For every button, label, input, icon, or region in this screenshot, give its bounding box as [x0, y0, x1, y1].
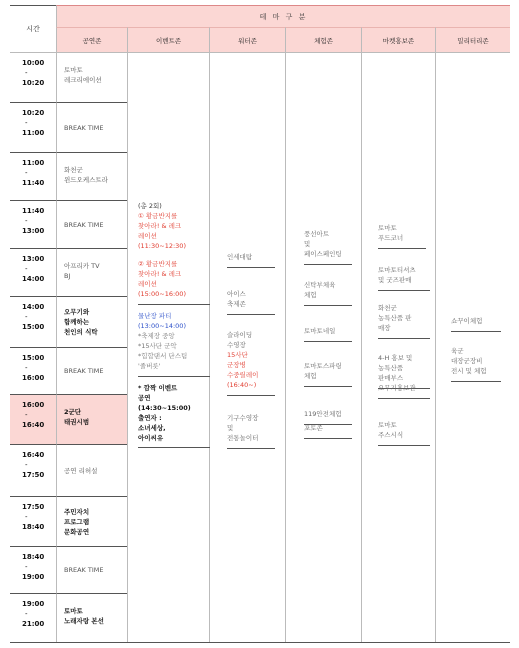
performance-cell: BREAK TIME [56, 547, 127, 594]
performance-cell: 아프리카 TV BJ [56, 249, 127, 297]
market-item: 오무기홍보관 [378, 383, 430, 393]
header-time: 시간 [10, 5, 56, 53]
event-count: (총 2회) [138, 202, 162, 210]
experience-item: 풍선아트 및 페이스페인팅 [304, 229, 352, 259]
column-divider [361, 53, 362, 643]
time-cell: 17:50 - 18:40 [10, 497, 56, 547]
water-item: 기구수영장 및 전통놀이터 [227, 413, 275, 443]
column-divider [127, 53, 128, 643]
experience-item: 토마토스파링 체험 [304, 361, 352, 381]
performance-cell: 주민자치 프로그램 문화공연 [56, 497, 127, 547]
time-cell: 11:00 - 11:40 [10, 153, 56, 201]
water-party-title: 물난장 파티 (13:00~14:00) [138, 312, 186, 330]
surprise-event: * 깜짝 이벤트 공연 (14:30~15:00) 출연자 : 소녀세상, 아이씨유 [138, 384, 191, 442]
market-item: 토마토 주스시식 [378, 420, 430, 440]
performance-cell: 오무기와 함께하는 천인의 식탁 [56, 297, 127, 348]
market-item: 4-H 홍보 및 농특산품 판매부스 [378, 353, 430, 383]
time-cell: 14:00 - 15:00 [10, 297, 56, 348]
time-cell: 11:40 - 13:00 [10, 201, 56, 249]
header-zone-experience: 체험존 [285, 27, 361, 53]
event-zone-content [138, 201, 213, 454]
performance-cell: 공연 리허설 [56, 445, 127, 497]
header-zone-market: 마켓홍보존 [361, 27, 435, 53]
time-cell: 18:40 - 19:00 [10, 547, 56, 594]
performance-cell: BREAK TIME [56, 103, 127, 153]
market-item: 화천군 농특산품 판 매장 [378, 303, 430, 333]
market-item: 토마토 푸드코너 [378, 223, 426, 243]
time-cell: 10:00 - 10:20 [10, 53, 56, 103]
experience-item: 포토존 [304, 423, 352, 433]
performance-cell: 화천군 윈드오케스트라 [56, 153, 127, 201]
time-cell: 19:00 - 21:00 [10, 594, 56, 643]
header-zone-water: 워터존 [209, 27, 285, 53]
water-party-items: *축제장 중앙 *15사단 군악 *힙합댄서 단스팀 '줄버릇' [138, 332, 188, 370]
market-item: 토마토티셔츠 및 굿즈판매 [378, 265, 430, 285]
time-cell: 16:00 - 16:40 [10, 395, 56, 445]
time-cell: 16:40 - 17:50 [10, 445, 56, 497]
header-zone-event: 이벤트존 [127, 27, 209, 53]
table-bottom-border [10, 642, 510, 643]
column-divider [285, 53, 286, 643]
experience-item: 119안전체험 [304, 409, 352, 419]
military-item: 쇼꾸이체험 [451, 316, 501, 326]
time-cell: 13:00 - 14:00 [10, 249, 56, 297]
water-item: 아이스 축제존 [227, 289, 275, 309]
time-cell: 10:20 - 11:00 [10, 103, 56, 153]
experience-item: 신탁부체육 체험 [304, 280, 352, 300]
performance-cell: 토마토 노래자랑 본선 [56, 594, 127, 643]
water-item: 인세대탐 [227, 252, 275, 262]
schedule-table [10, 5, 510, 643]
time-cell: 15:00 - 16:00 [10, 348, 56, 395]
military-item: 육군 대장군장비 전시 및 체험 [451, 346, 501, 376]
experience-item: 토마토네일 [304, 326, 352, 336]
header-zone-performance: 공연존 [56, 27, 127, 53]
event-item-2: ② 황금반지를 찾아라! & 레크 레이션 (15:00~16:00) [138, 260, 186, 298]
event-item-1: ① 황금반지를 찾아라! & 레크 레이션 (11:30~12:30) [138, 212, 186, 250]
performance-cell: 토마토 레크리에이션 [56, 53, 127, 103]
column-divider [435, 53, 436, 643]
header-theme: 테 마 구 분 [56, 5, 510, 27]
header-zone-military: 밀리터리존 [435, 27, 510, 53]
performance-cell: BREAK TIME [56, 348, 127, 395]
water-item: 슬라이딩 수영장 15사단 군장병 수중릴레이 (16:40~) [227, 330, 275, 390]
performance-cell: BREAK TIME [56, 201, 127, 249]
performance-cell: 2군단 태권시범 [56, 395, 127, 445]
